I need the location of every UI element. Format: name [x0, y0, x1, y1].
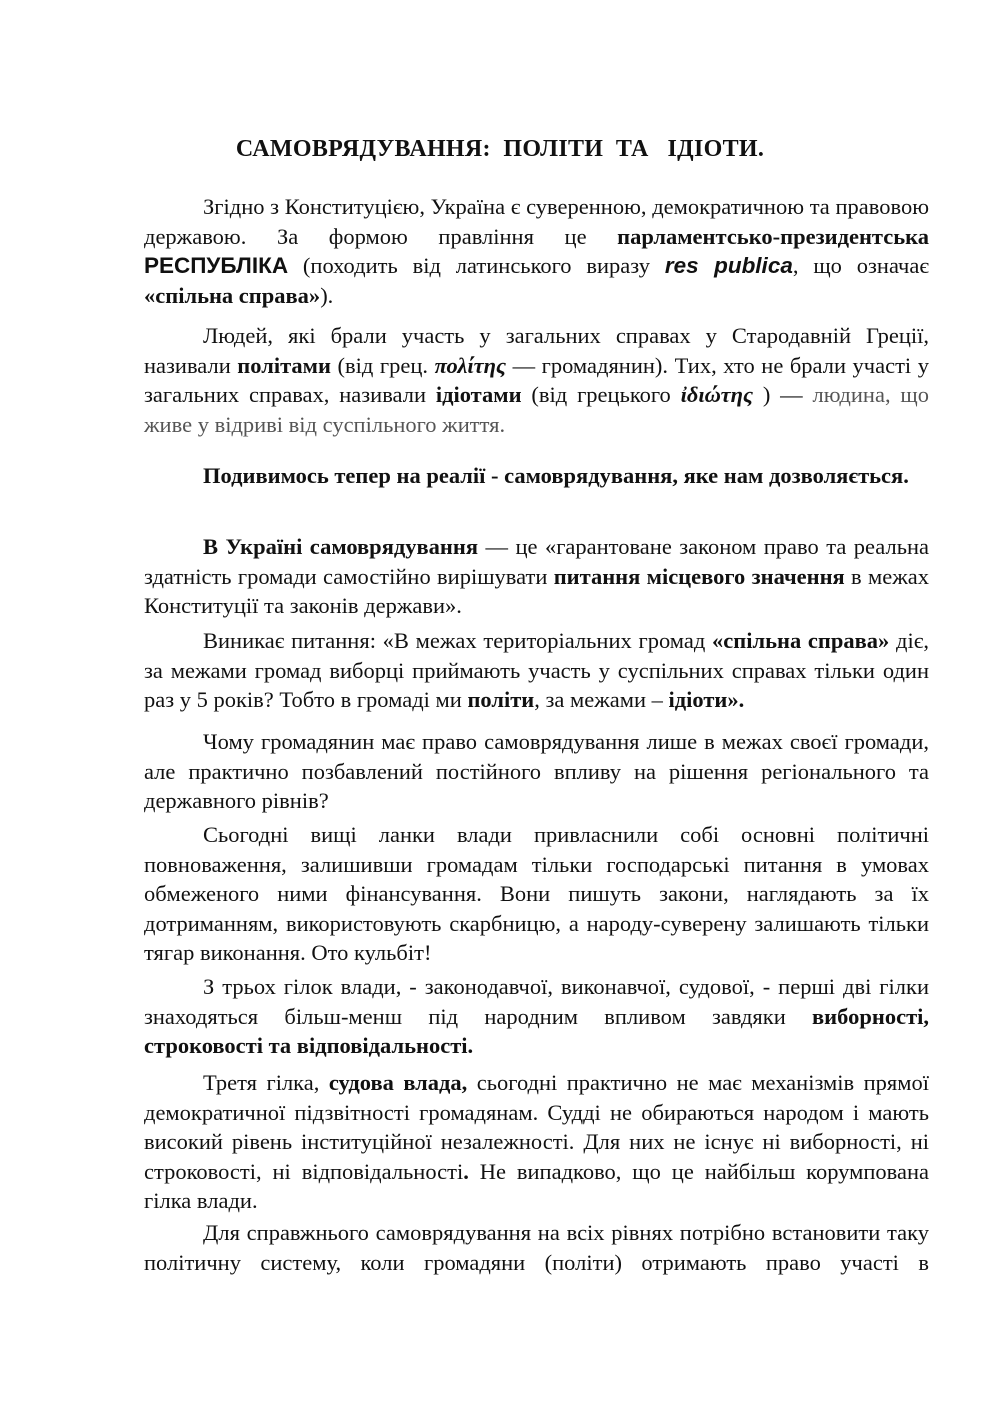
bold-term: В Україні самоврядування: [203, 534, 479, 559]
text: , що означає: [792, 253, 929, 278]
text: ) —: [753, 382, 813, 407]
latin-term: res publica: [664, 253, 793, 278]
paragraph-constitution: [144, 192, 929, 310]
text: Третя гілка,: [203, 1070, 329, 1095]
text: Людей, які брали участь у загальних справах у Стародавній Греції, називали: [144, 323, 929, 378]
page-title: САМОВРЯДУВАННЯ: ПОЛІТИ ТА ІДІОТИ.: [235, 136, 765, 162]
bold-term: .: [463, 1158, 469, 1184]
text: Сьогодні вищі ланки влади привласнили собі основні політичні повноваження, залишивши громадам тільки господарські питання в умовах обмеженого ними фінансування. Вони пишуть закони, наглядають за їх дотриманням, використовують скарбницю, а народу-суверену залишають тільки тягар виконання. Ото кульбіт!: [144, 822, 929, 965]
text: — громадянин). Тих, хто не брали участі у загальних справах, називали: [144, 352, 929, 407]
greek-term: ἰδιώτης: [680, 382, 753, 407]
text: — це «гарантоване законом право та реальна здатність громади самостійно вирішувати: [144, 534, 930, 589]
text: Згідно з Конституцією, Україна є суверенною, демократичною та правовою державою. За формою правління це: [144, 194, 929, 249]
text: Чому громадянин має право самоврядування лише в межах своєї громади, але практично позбавлений постійного впливу на рішення регіонального та державного рівнів?: [144, 729, 929, 813]
bold-text: Подивимось тепер на реалії - самоврядування, яке нам дозволяється.: [203, 463, 909, 488]
text: Для справжнього самоврядування на всіх рівнях потрібно встановити таку політичну систему, коли громадяни (політи) отримають право участі в: [144, 1220, 929, 1275]
paragraph-greece: [144, 321, 929, 439]
bold-term: політи: [467, 687, 535, 712]
text: Не випадково, що це найбільш корумпована гілка влади.: [144, 1158, 929, 1213]
text: Виникає питання: «В межах територіальних громад: [203, 628, 713, 653]
text: (походить від латинського виразу: [288, 253, 665, 278]
bold-term: ідіоти».: [668, 687, 745, 712]
text: в межах Конституції та законів держави».: [144, 563, 929, 618]
bold-term: парламентсько-президентська: [617, 223, 929, 249]
paragraph-judiciary: [144, 1068, 929, 1216]
bold-term: «спільна справа»: [712, 628, 890, 653]
bold-term: судова влада,: [328, 1070, 468, 1095]
text: (від грец.: [330, 352, 435, 378]
paragraph-why: [144, 727, 929, 816]
bold-term: виборності, строковості та відповідальності.: [144, 1003, 929, 1058]
bold-term: «спільна справа»: [144, 282, 321, 308]
text: (від грецького: [521, 382, 681, 407]
paragraph-reality: [144, 461, 929, 491]
paragraph-conclusion: [144, 1218, 929, 1277]
paragraph-today: [144, 820, 929, 968]
text: , за межами –: [534, 687, 669, 712]
text: ).: [320, 282, 334, 308]
paragraph-branches: [144, 972, 929, 1061]
bold-term: РЕСПУБЛІКА: [144, 253, 289, 278]
text: людина, що живе у відриві від суспільного життя.: [144, 382, 929, 437]
text: сьогодні практично не має механізмів прямої демократичної підзвітності громадянам. Судді не обираються народом і мають високий рівень інституційної незалежності. Для них не існує ні виборності, ні строковості, ні відповідальності: [144, 1070, 929, 1184]
paragraph-ukraine-selfgov: [144, 532, 929, 621]
greek-term: πολίτης: [434, 352, 507, 378]
bold-term: питання місцевого значення: [553, 563, 845, 589]
text: діє, за межами громад виборці приймають участь у суспільних справах тільки один раз у 5 років? Тобто в громаді ми: [144, 628, 929, 712]
bold-term: політами: [237, 352, 331, 378]
text: З трьох гілок влади, - законодавчої, виконавчої, судової, - перші дві гілки знаходяться більш-менш під народним впливом завдяки: [144, 974, 929, 1029]
bold-term: ідіотами: [435, 382, 522, 407]
paragraph-question: [144, 626, 929, 715]
